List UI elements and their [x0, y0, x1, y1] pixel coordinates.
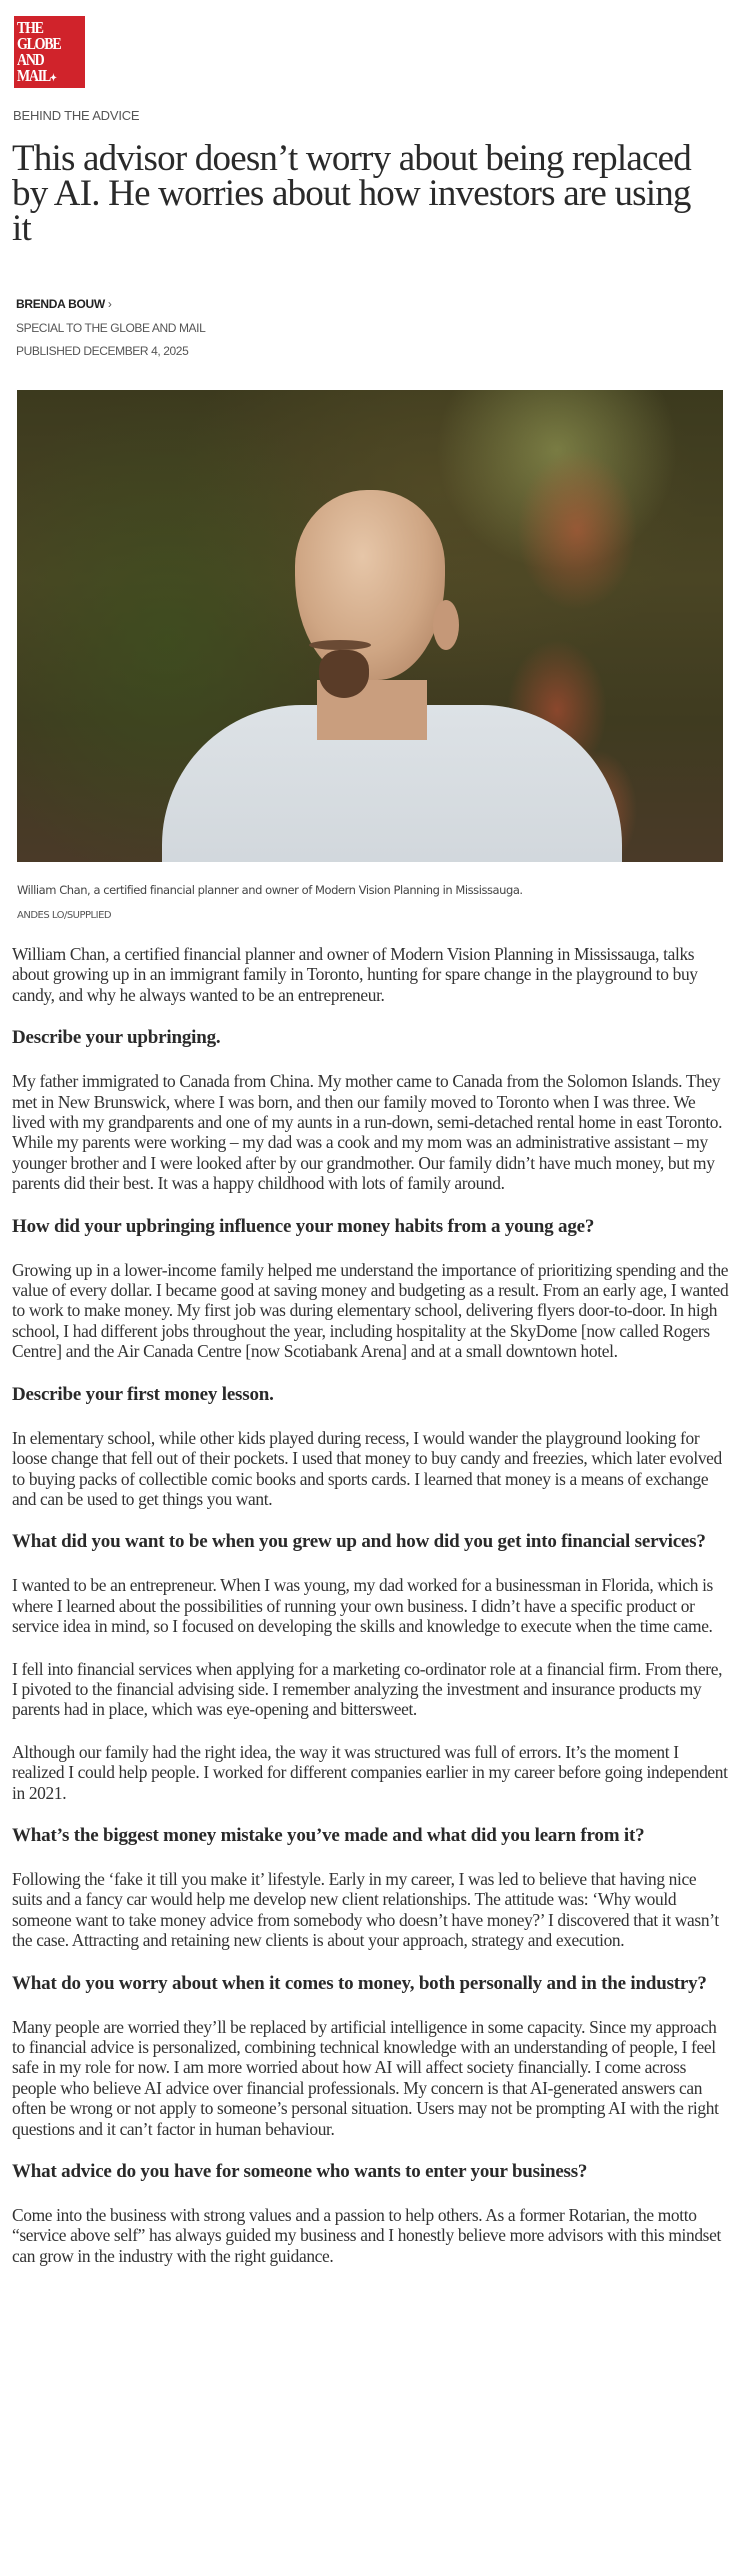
lead-photo — [17, 390, 723, 862]
article-intro: William Chan, a certified financial planner and owner of Modern Vision Planning in Mississauga, talks about growing up in an immigrant family in Toronto, hunting for spare change in the playground to buy candy, and why he always wanted to be an entrepreneur. — [12, 944, 698, 1005]
question-heading: How did your upbringing influence your money habits from a young age? — [12, 1215, 595, 1237]
globe-and-mail-logo[interactable] — [14, 16, 85, 88]
author-link[interactable] — [16, 297, 112, 311]
photo-moustache — [309, 640, 371, 650]
photo-credit: ANDES LO/SUPPLIED — [17, 910, 112, 921]
answer-paragraph: Growing up in a lower-income family helped me understand the importance of prioritizing spending and the value of every dollar. I became good at saving money and budgeting as a result. From an early age, I wanted to work to make money. My first job was during elementary school, delivering flyers door-to-door. In high school, I had different jobs throughout the year, including hospitality at the SkyDome [now called Rogers Centre] and the Air Canada Centre [now Scotiabank Arena] and at a small downtown hotel. — [12, 1259, 729, 1362]
photo-caption: William Chan, a certified financial planner and owner of Modern Vision Planning in Mississauga. — [17, 883, 523, 897]
logo-line: THE — [17, 18, 43, 37]
author-affiliation: SPECIAL TO THE GLOBE AND MAIL — [16, 321, 206, 335]
answer-paragraph: I wanted to be an entrepreneur. When I was young, my dad worked for a businessman in Florida, which is where I learned about the possibilities of running your own business. I didn’t have a specific product or service idea in mind, so I focused on developing the skills and knowledge to execute when the time came. — [12, 1575, 713, 1637]
answer-paragraph: In elementary school, while other kids played during recess, I would wander the playground looking for loose change that fell out of their pockets. I used that money to buy candy and freezies, which later evolved to buying packs of collectible comic books and sports cards. I learned that money is a means of exchange and can be used to get things you want. — [12, 1427, 722, 1509]
answer-paragraph: I fell into financial services when applying for a marketing co-ordinator role at a financial firm. From there, I pivoted to the financial advising side. I remember analyzing the investment and insurance products my parents had in place, which was eye-opening and bittersweet. — [12, 1658, 723, 1720]
question-heading: What’s the biggest money mistake you’ve made and what did you learn from it? — [12, 1824, 645, 1846]
photo-beard — [319, 650, 369, 698]
answer-paragraph: Come into the business with strong values and a passion to help others. As a former Rotarian, the motto “service above self” has always guided my business and I honestly believe more advisors with this mindset can grow in the industry with the right guidance. — [12, 2205, 721, 2266]
photo-ear — [433, 600, 459, 650]
question-heading: What advice do you have for someone who wants to enter your business? — [12, 2161, 588, 2183]
photo-head — [295, 490, 445, 680]
question-heading: What do you worry about when it comes to money, both personally and in the industry? — [12, 1972, 707, 1994]
answer-paragraph: My father immigrated to Canada from China. My mother came to Canada from the Solomon Islands. They met in New Brunswick, where I was born, and then our family moved to Toronto when I was three. We lived with my grandparents and one of my aunts in a run-down, semi-detached rental home in east Toronto. While my parents were working – my dad was a cook and my mom was an administrative assistant – my younger brother and I were looked after by our grandmother. Our family didn’t have much money, but my parents did their best. It was a happy childhood with lots of family around. — [12, 1071, 723, 1194]
question-heading: Describe your upbringing. — [12, 1027, 221, 1049]
article-body — [12, 944, 730, 2288]
maple-leaf-icon: ✦ — [50, 73, 57, 84]
question-heading: Describe your first money lesson. — [12, 1383, 274, 1405]
answer-paragraph: Many people are worried they’ll be replaced by artificial intelligence in some capacity. Since my approach to financial advice is personalized, combining technical knowledge with an understanding of people, I feel safe in my role for now. I am more worried about how AI will affect society financially. I come across people who believe AI advice over financial professionals. My concern is that AI-generated answers can often be wrong or not apply to someone’s personal situation. Users may not be prompting AI with the right questions and it can’t factor in human behaviour. — [12, 2016, 719, 2139]
logo-line-text: MAIL — [17, 66, 51, 85]
question-heading: What did you want to be when you grew up and how did you get into financial services? — [12, 1531, 706, 1553]
published-date: PUBLISHED DECEMBER 4, 2025 — [16, 344, 189, 358]
logo-line — [17, 68, 73, 87]
section-label[interactable]: BEHIND THE ADVICE — [13, 108, 140, 123]
chevron-right-icon: › — [107, 297, 112, 311]
logo-line: GLOBE — [17, 34, 61, 53]
answer-paragraph: Following the ‘fake it till you make it’ lifestyle. Early in my career, I was led to believe that having nice suits and a fancy car would help me develop new client relationships. The attitude was: ‘Why would someone want to take money advice from somebody who doesn’t have money?’ I discovered that it wasn’t the case. Attracting and retaining new clients is about your approach, strategy and execution. — [12, 1868, 719, 1951]
author-name: BRENDA BOUW — [16, 297, 105, 311]
headline: This advisor doesn’t worry about being replaced by AI. He worries about how investors are using it — [12, 138, 691, 249]
answer-paragraph: Although our family had the right idea, the way it was structured was full of errors. It’s the moment I realized I could help people. I worked for different companies earlier in my career before going independent in 2021. — [12, 1741, 728, 1803]
logo-line: AND — [17, 50, 44, 69]
